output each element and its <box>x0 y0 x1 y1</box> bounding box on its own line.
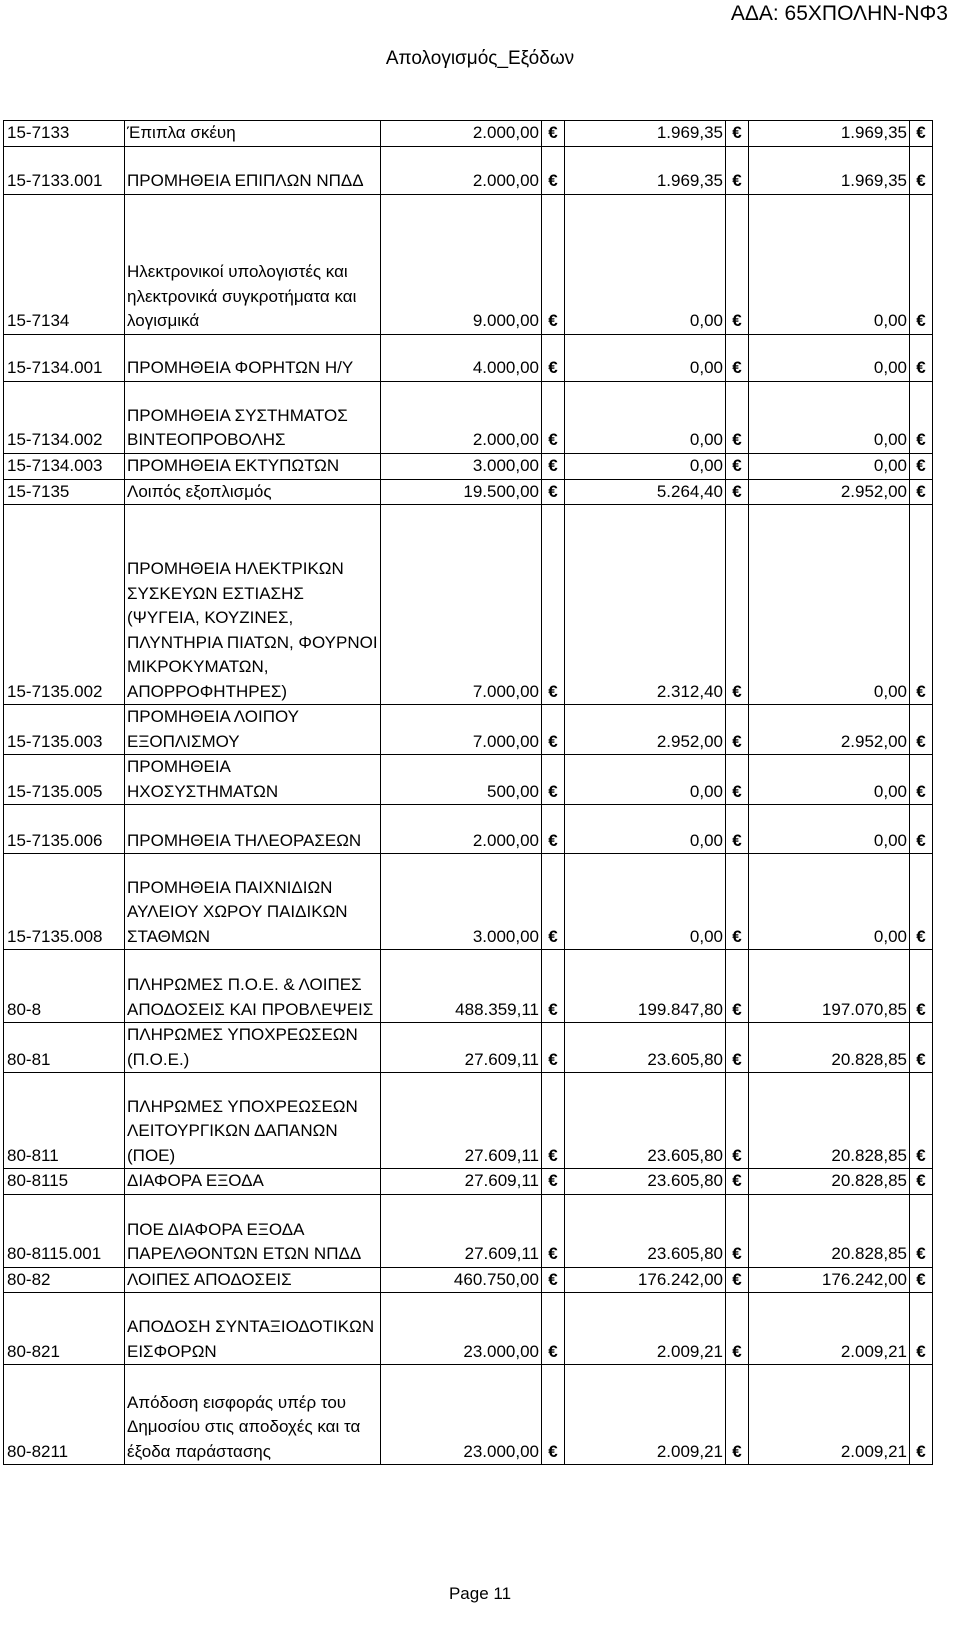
account-description: Λοιπός εξοπλισμός <box>125 479 381 505</box>
euro-sign: € <box>916 430 926 449</box>
currency-symbol <box>542 805 565 854</box>
paid-amount: 0,00 <box>749 334 910 381</box>
currency-symbol <box>542 453 565 479</box>
account-code: 80-8115 <box>4 1169 125 1195</box>
committed-amount: 199.847,80 <box>565 950 726 1023</box>
paid-amount: 2.952,00 <box>749 705 910 755</box>
currency-symbol <box>910 505 933 705</box>
table-row <box>4 334 933 381</box>
currency-symbol <box>726 479 749 505</box>
currency-symbol <box>726 1293 749 1365</box>
account-code: 80-81 <box>4 1023 125 1073</box>
currency-symbol <box>726 705 749 755</box>
euro-sign: € <box>548 999 558 1019</box>
currency-symbol <box>542 950 565 1023</box>
euro-sign: € <box>916 926 926 946</box>
euro-sign: € <box>732 1341 742 1361</box>
committed-amount: 0,00 <box>565 453 726 479</box>
currency-symbol <box>542 1365 565 1465</box>
euro-sign: € <box>916 1341 926 1361</box>
euro-sign: € <box>916 999 926 1019</box>
budget-amount: 2.000,00 <box>381 381 542 453</box>
account-description: ΔΙΑΦΟΡΑ ΕΞΟΔΑ <box>125 1169 381 1195</box>
currency-symbol <box>542 854 565 950</box>
ada-identifier: ΑΔΑ: 65ΧΠΟΛΗΝ-ΝΦ3 <box>730 2 948 25</box>
euro-sign: € <box>916 1244 926 1263</box>
budget-amount: 27.609,11 <box>381 1073 542 1169</box>
euro-sign: € <box>548 123 558 142</box>
euro-sign: € <box>548 456 558 475</box>
currency-symbol <box>542 505 565 705</box>
euro-sign: € <box>916 1441 926 1461</box>
currency-symbol <box>726 381 749 453</box>
euro-sign: € <box>732 1244 742 1263</box>
currency-symbol <box>542 146 565 194</box>
euro-sign: € <box>916 456 926 475</box>
account-code: 80-8115.001 <box>4 1194 125 1267</box>
euro-sign: € <box>548 1171 558 1190</box>
paid-amount: 0,00 <box>749 805 910 854</box>
currency-symbol <box>542 1267 565 1293</box>
table-row <box>4 505 933 705</box>
currency-symbol <box>910 1169 933 1195</box>
paid-amount: 0,00 <box>749 194 910 334</box>
currency-symbol <box>726 505 749 705</box>
account-description: ΠΡΟΜΗΘΕΙΑ ΤΗΛΕΟΡΑΣΕΩΝ <box>125 805 381 854</box>
currency-symbol <box>542 479 565 505</box>
account-description: ΠΟΕ ΔΙΑΦΟΡΑ ΕΞΟΔΑ ΠΑΡΕΛΘΟΝΤΩΝ ΕΤΩΝ ΝΠΔΔ <box>125 1194 381 1267</box>
euro-sign: € <box>916 681 926 701</box>
paid-amount: 0,00 <box>749 453 910 479</box>
paid-amount: 20.828,85 <box>749 1194 910 1267</box>
currency-symbol <box>542 1073 565 1169</box>
euro-sign: € <box>732 731 742 751</box>
table-row <box>4 1293 933 1365</box>
currency-symbol <box>542 705 565 755</box>
currency-symbol <box>726 453 749 479</box>
budget-amount: 2.000,00 <box>381 805 542 854</box>
currency-symbol <box>726 121 749 147</box>
currency-symbol <box>726 1073 749 1169</box>
currency-symbol <box>910 854 933 950</box>
committed-amount: 2.312,40 <box>565 505 726 705</box>
euro-sign: € <box>548 781 558 801</box>
euro-sign: € <box>732 999 742 1019</box>
paid-amount: 1.969,35 <box>749 121 910 147</box>
table-row <box>4 121 933 147</box>
currency-symbol <box>910 479 933 505</box>
account-description: ΠΡΟΜΗΘΕΙΑ ΕΚΤΥΠΩΤΩΝ <box>125 453 381 479</box>
table-row <box>4 1169 933 1195</box>
committed-amount: 23.605,80 <box>565 1194 726 1267</box>
currency-symbol <box>726 194 749 334</box>
account-code: 15-7135.008 <box>4 854 125 950</box>
committed-amount: 0,00 <box>565 334 726 381</box>
euro-sign: € <box>916 311 926 330</box>
budget-amount: 23.000,00 <box>381 1365 542 1465</box>
table-row <box>4 1073 933 1169</box>
account-description: ΠΛΗΡΩΜΕΣ Π.Ο.Ε. & ΛΟΙΠΕΣ ΑΠΟΔΟΣΕΙΣ ΚΑΙ ΠΡΟΒΛΕΨΕΙΣ <box>125 950 381 1023</box>
currency-symbol <box>542 1194 565 1267</box>
currency-symbol <box>910 1365 933 1465</box>
paid-amount: 20.828,85 <box>749 1169 910 1195</box>
euro-sign: € <box>732 830 742 850</box>
table-row <box>4 1267 933 1293</box>
euro-sign: € <box>548 1269 558 1289</box>
page-number: Page 11 <box>448 1584 512 1603</box>
euro-sign: € <box>548 681 558 701</box>
account-description: ΠΛΗΡΩΜΕΣ ΥΠΟΧΡΕΩΣΕΩΝ (Π.Ο.Ε.) <box>125 1023 381 1073</box>
account-code: 80-8 <box>4 950 125 1023</box>
euro-sign: € <box>732 1441 742 1461</box>
currency-symbol <box>542 194 565 334</box>
currency-symbol <box>910 334 933 381</box>
account-code: 15-7135.002 <box>4 505 125 705</box>
committed-amount: 23.605,80 <box>565 1073 726 1169</box>
paid-amount: 2.952,00 <box>749 479 910 505</box>
paid-amount: 0,00 <box>749 854 910 950</box>
budget-amount: 23.000,00 <box>381 1293 542 1365</box>
committed-amount: 23.605,80 <box>565 1023 726 1073</box>
currency-symbol <box>726 1194 749 1267</box>
account-code: 15-7134.001 <box>4 334 125 381</box>
euro-sign: € <box>548 481 558 501</box>
committed-amount: 2.952,00 <box>565 705 726 755</box>
committed-amount: 1.969,35 <box>565 146 726 194</box>
account-description: ΠΡΟΜΗΘΕΙΑ ΛΟΙΠΟΥ ΕΞΟΠΛΙΣΜΟΥ <box>125 705 381 755</box>
currency-symbol <box>542 1293 565 1365</box>
euro-sign: € <box>732 1269 742 1289</box>
euro-sign: € <box>916 1269 926 1289</box>
budget-amount: 2.000,00 <box>381 146 542 194</box>
euro-sign: € <box>732 430 742 449</box>
account-description: ΛΟΙΠΕΣ ΑΠΟΔΟΣΕΙΣ <box>125 1267 381 1293</box>
committed-amount: 0,00 <box>565 854 726 950</box>
account-code: 15-7133.001 <box>4 146 125 194</box>
account-code: 15-7135.006 <box>4 805 125 854</box>
ledger-body <box>4 121 933 1465</box>
account-description: ΠΡΟΜΗΘΕΙΑ ΣΥΣΤΗΜΑΤΟΣ ΒΙΝΤΕΟΠΡΟΒΟΛΗΣ <box>125 381 381 453</box>
euro-sign: € <box>916 1145 926 1165</box>
euro-sign: € <box>732 1049 742 1069</box>
table-row <box>4 1194 933 1267</box>
table-row <box>4 453 933 479</box>
currency-symbol <box>542 1023 565 1073</box>
euro-sign: € <box>916 830 926 850</box>
table-row <box>4 950 933 1023</box>
euro-sign: € <box>548 830 558 850</box>
euro-sign: € <box>548 1244 558 1263</box>
paid-amount: 2.009,21 <box>749 1365 910 1465</box>
account-description: ΑΠΟΔΟΣΗ ΣΥΝΤΑΞΙΟΔΟΤΙΚΩΝ ΕΙΣΦΟΡΩΝ <box>125 1293 381 1365</box>
committed-amount: 0,00 <box>565 805 726 854</box>
currency-symbol <box>726 146 749 194</box>
account-code: 15-7135.003 <box>4 705 125 755</box>
euro-sign: € <box>548 926 558 946</box>
account-code: 15-7133 <box>4 121 125 147</box>
table-row <box>4 705 933 755</box>
account-description: ΠΡΟΜΗΘΕΙΑ ΗΧΟΣΥΣΤΗΜΑΤΩΝ <box>125 755 381 805</box>
euro-sign: € <box>548 1145 558 1165</box>
paid-amount: 1.969,35 <box>749 146 910 194</box>
euro-sign: € <box>916 731 926 751</box>
euro-sign: € <box>732 926 742 946</box>
currency-symbol <box>542 1169 565 1195</box>
account-code: 15-7134.002 <box>4 381 125 453</box>
paid-amount: 20.828,85 <box>749 1073 910 1169</box>
account-code: 80-8211 <box>4 1365 125 1465</box>
paid-amount: 0,00 <box>749 505 910 705</box>
currency-symbol <box>726 334 749 381</box>
account-code: 15-7135 <box>4 479 125 505</box>
budget-amount: 3.000,00 <box>381 854 542 950</box>
budget-amount: 27.609,11 <box>381 1023 542 1073</box>
currency-symbol <box>910 1267 933 1293</box>
table-row <box>4 381 933 453</box>
budget-amount: 500,00 <box>381 755 542 805</box>
currency-symbol <box>726 755 749 805</box>
euro-sign: € <box>548 1441 558 1461</box>
budget-amount: 27.609,11 <box>381 1169 542 1195</box>
committed-amount: 2.009,21 <box>565 1365 726 1465</box>
account-description: Απόδοση εισφοράς υπέρ του Δημοσίου στις αποδοχές και τα έξοδα παράστασης <box>125 1365 381 1465</box>
euro-sign: € <box>732 456 742 475</box>
euro-sign: € <box>732 123 742 142</box>
euro-sign: € <box>548 1049 558 1069</box>
paid-amount: 0,00 <box>749 755 910 805</box>
currency-symbol <box>726 950 749 1023</box>
euro-sign: € <box>732 781 742 801</box>
budget-amount: 488.359,11 <box>381 950 542 1023</box>
euro-sign: € <box>916 1171 926 1190</box>
currency-symbol <box>910 453 933 479</box>
euro-sign: € <box>916 481 926 501</box>
currency-symbol <box>542 755 565 805</box>
table-row <box>4 146 933 194</box>
table-row <box>4 194 933 334</box>
currency-symbol <box>910 950 933 1023</box>
budget-amount: 2.000,00 <box>381 121 542 147</box>
paid-amount: 197.070,85 <box>749 950 910 1023</box>
account-description: ΠΡΟΜΗΘΕΙΑ ΦΟΡΗΤΩΝ Η/Υ <box>125 334 381 381</box>
budget-amount: 7.000,00 <box>381 505 542 705</box>
euro-sign: € <box>548 731 558 751</box>
currency-symbol <box>910 1073 933 1169</box>
sheet-title: Απολογισμός_Εξόδων <box>385 48 575 69</box>
committed-amount: 0,00 <box>565 755 726 805</box>
account-code: 80-821 <box>4 1293 125 1365</box>
currency-symbol <box>542 121 565 147</box>
account-code: 15-7134.003 <box>4 453 125 479</box>
euro-sign: € <box>548 171 558 190</box>
currency-symbol <box>910 705 933 755</box>
euro-sign: € <box>732 311 742 330</box>
account-description: ΠΛΗΡΩΜΕΣ ΥΠΟΧΡΕΩΣΕΩΝ ΛΕΙΤΟΥΡΓΙΚΩΝ ΔΑΠΑΝΩΝ (ΠΟΕ) <box>125 1073 381 1169</box>
committed-amount: 0,00 <box>565 381 726 453</box>
paid-amount: 20.828,85 <box>749 1023 910 1073</box>
budget-amount: 3.000,00 <box>381 453 542 479</box>
currency-symbol <box>726 854 749 950</box>
paid-amount: 2.009,21 <box>749 1293 910 1365</box>
account-description: ΠΡΟΜΗΘΕΙΑ ΗΛΕΚΤΡΙΚΩΝ ΣΥΣΚΕΥΩΝ ΕΣΤΙΑΣΗΣ (ΨΥΓΕΙΑ, ΚΟΥΖΙΝΕΣ, ΠΛΥΝΤΗΡΙΑ ΠΙΑΤΩΝ, ΦΟΥΡΝΟΙ ΜΙΚΡΟΚΥΜΑΤΩΝ, ΑΠΟΡΡΟΦΗΤΗΡΕΣ) <box>125 505 381 705</box>
account-code: 80-82 <box>4 1267 125 1293</box>
euro-sign: € <box>916 781 926 801</box>
currency-symbol <box>910 805 933 854</box>
euro-sign: € <box>916 1049 926 1069</box>
table-row <box>4 805 933 854</box>
currency-symbol <box>726 1365 749 1465</box>
currency-symbol <box>542 381 565 453</box>
budget-amount: 460.750,00 <box>381 1267 542 1293</box>
table-row <box>4 854 933 950</box>
table-row <box>4 1365 933 1465</box>
account-description: ΠΡΟΜΗΘΕΙΑ ΕΠΙΠΛΩΝ ΝΠΔΔ <box>125 146 381 194</box>
currency-symbol <box>542 334 565 381</box>
expense-ledger-table <box>3 120 933 1465</box>
account-description: Έπιπλα σκέυη <box>125 121 381 147</box>
currency-symbol <box>910 1194 933 1267</box>
euro-sign: € <box>916 123 926 142</box>
euro-sign: € <box>732 681 742 701</box>
euro-sign: € <box>548 311 558 330</box>
account-code: 80-811 <box>4 1073 125 1169</box>
euro-sign: € <box>548 1341 558 1361</box>
euro-sign: € <box>548 358 558 377</box>
currency-symbol <box>910 146 933 194</box>
euro-sign: € <box>732 171 742 190</box>
currency-symbol <box>910 1293 933 1365</box>
currency-symbol <box>910 194 933 334</box>
euro-sign: € <box>732 1171 742 1190</box>
account-code: 15-7134 <box>4 194 125 334</box>
budget-amount: 27.609,11 <box>381 1194 542 1267</box>
account-code: 15-7135.005 <box>4 755 125 805</box>
euro-sign: € <box>732 358 742 377</box>
currency-symbol <box>726 805 749 854</box>
currency-symbol <box>726 1267 749 1293</box>
committed-amount: 176.242,00 <box>565 1267 726 1293</box>
committed-amount: 1.969,35 <box>565 121 726 147</box>
table-row <box>4 1023 933 1073</box>
table-row <box>4 755 933 805</box>
euro-sign: € <box>916 358 926 377</box>
currency-symbol <box>726 1023 749 1073</box>
currency-symbol <box>910 1023 933 1073</box>
paid-amount: 0,00 <box>749 381 910 453</box>
committed-amount: 0,00 <box>565 194 726 334</box>
account-description: Ηλεκτρονικοί υπολογιστές και ηλεκτρονικά συγκροτήματα και λογισμικά <box>125 194 381 334</box>
budget-amount: 4.000,00 <box>381 334 542 381</box>
euro-sign: € <box>732 1145 742 1165</box>
currency-symbol <box>726 1169 749 1195</box>
table-row <box>4 479 933 505</box>
budget-amount: 19.500,00 <box>381 479 542 505</box>
committed-amount: 2.009,21 <box>565 1293 726 1365</box>
currency-symbol <box>910 381 933 453</box>
budget-amount: 7.000,00 <box>381 705 542 755</box>
committed-amount: 23.605,80 <box>565 1169 726 1195</box>
euro-sign: € <box>732 481 742 501</box>
euro-sign: € <box>548 430 558 449</box>
currency-symbol <box>910 121 933 147</box>
euro-sign: € <box>916 171 926 190</box>
currency-symbol <box>910 755 933 805</box>
account-description: ΠΡΟΜΗΘΕΙΑ ΠΑΙΧΝΙΔΙΩΝ ΑΥΛΕΙΟΥ ΧΩΡΟΥ ΠΑΙΔΙΚΩΝ ΣΤΑΘΜΩΝ <box>125 854 381 950</box>
paid-amount: 176.242,00 <box>749 1267 910 1293</box>
committed-amount: 5.264,40 <box>565 479 726 505</box>
budget-amount: 9.000,00 <box>381 194 542 334</box>
